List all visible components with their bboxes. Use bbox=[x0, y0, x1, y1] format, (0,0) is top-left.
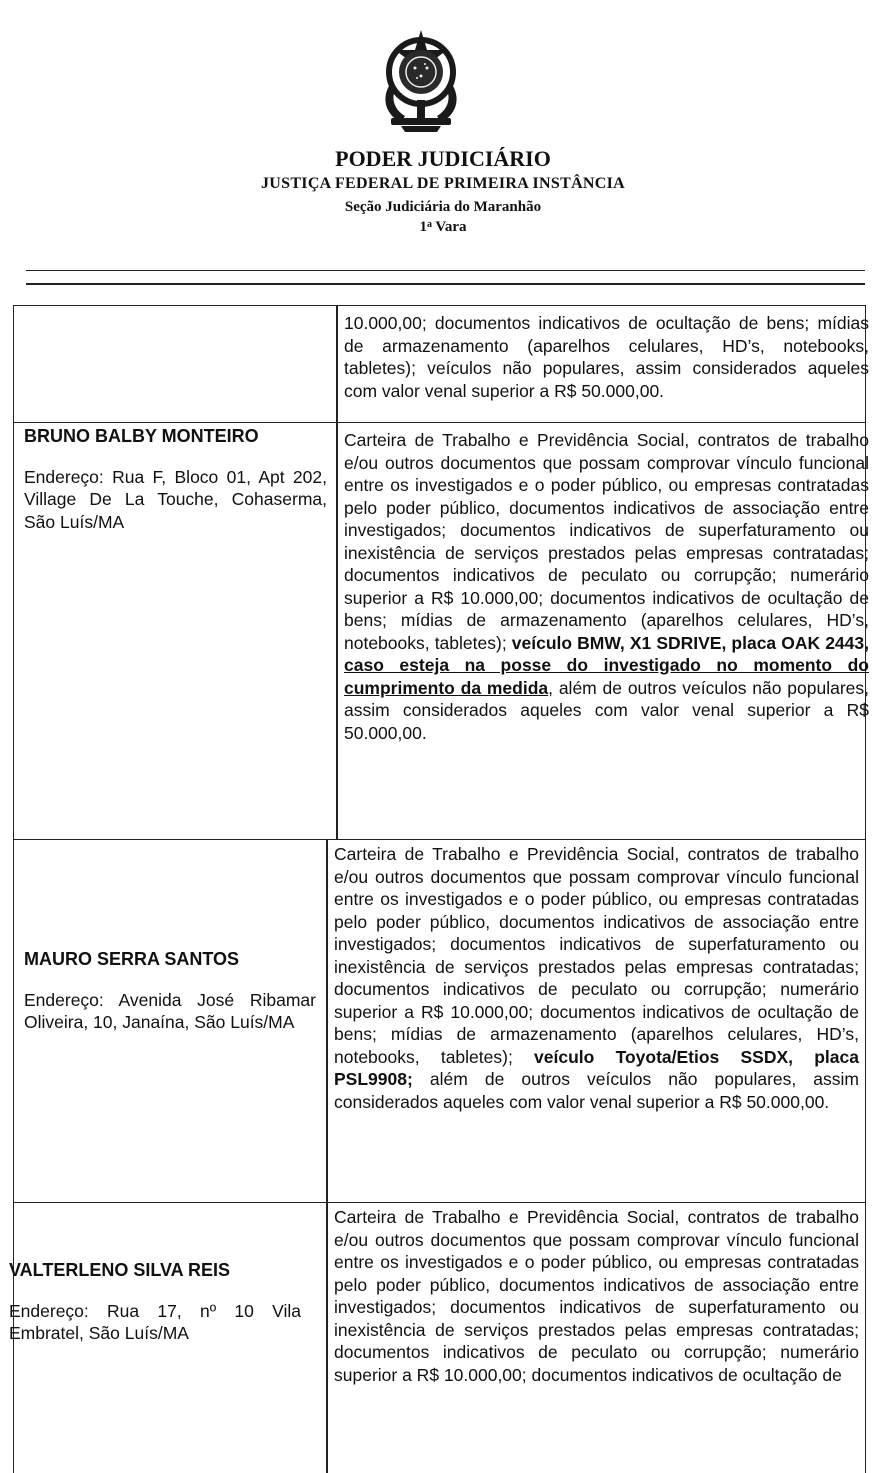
vehicle-text: veículo Toyota/Etios SSDX, placa PSL9908; bbox=[334, 1046, 859, 1089]
items-cell bbox=[334, 843, 859, 1113]
person-address: Endereço: Rua F, Bloco 01, Apt 202, Village De La Touche, Cohaserma, São Luís/MA bbox=[24, 466, 327, 532]
table-row bbox=[9, 1203, 866, 1473]
table-row bbox=[13, 840, 866, 1203]
person-address: Endereço: Avenida José Ribamar Oliveira, 10, Janaína, São Luís/MA bbox=[24, 989, 316, 1032]
items-cell: 10.000,00; documentos indicativos de ocultação de bens; mídias de armazenamento (aparelhos celulares, HD’s, notebooks, tabletes); veículos não populares, assim considerados aqueles com valor venal superior a R$ 50.000,00. bbox=[344, 313, 869, 401]
items-text: Carteira de Trabalho e Previdência Social, contratos de trabalho e/ou outros documentos que possam comprovar vínculo funcional entre os investigados e o poder público, ou empresas contratadas pelo poder público, documentos indicativos de associação entre investigados; documentos indicativos de superfaturamento ou inexistência de serviços prestados pelas empresas contratadas; documentos indicativos de peculato ou corrupção; numerário superior a R$ 10.000,00; documentos indicativos de ocultação de bens; mídias de armazenamento (aparelhos celulares, HD’s, notebooks, tabletes); bbox=[344, 430, 869, 653]
condition-text: caso esteja na posse do investigado no momento do cumprimento da medida bbox=[344, 655, 869, 698]
vehicle-separator: , bbox=[864, 632, 869, 653]
header-subtitle: JUSTIÇA FEDERAL DE PRIMEIRA INSTÂNCIA bbox=[260, 175, 626, 192]
header-vara bbox=[0, 219, 886, 236]
items-cell: Carteira de Trabalho e Previdência Social, contratos de trabalho e/ou outros documentos que possam comprovar vínculo funcional entre os investigados e o poder público, ou empresas contratadas pelo poder público, documentos indicativos de associação entre investigados; documentos indicativos de superfaturamento ou inexistência de serviços prestados pelas empresas contratadas; documentos indicativos de peculato ou corrupção; numerário superior a R$ 10.000,00; documentos indicativos de ocultação de bbox=[334, 1207, 859, 1385]
header-section: Seção Judiciária do Maranhão bbox=[344, 199, 542, 215]
vehicle-text: veículo BMW, X1 SDRIVE, placa OAK 2443 bbox=[511, 632, 865, 653]
person-name: VALTERLENO SILVA REIS bbox=[9, 1260, 231, 1280]
vara-ordinal: a bbox=[426, 219, 432, 230]
items-tail: , além de outros veículos não populares, assim considerados aqueles com valor venal superior a R$ 50.000,00. bbox=[344, 677, 869, 743]
vara-label: Vara bbox=[435, 219, 467, 235]
header-rule-thick bbox=[26, 283, 865, 285]
table-row bbox=[13, 423, 869, 840]
person-cell bbox=[24, 948, 316, 1034]
person-name: BRUNO BALBY MONTEIRO bbox=[24, 426, 259, 446]
items-tail: além de outros veículos não populares, assim considerados aqueles com valor venal superior a R$ 50.000,00. bbox=[334, 1069, 859, 1112]
header-title: PODER JUDICIÁRIO bbox=[335, 146, 551, 171]
coat-of-arms-emblem bbox=[371, 26, 471, 134]
header-rule-thin bbox=[26, 270, 865, 271]
warrant-table bbox=[9, 305, 869, 1473]
vara-number: 1 bbox=[419, 219, 427, 235]
person-cell bbox=[9, 1259, 301, 1345]
person-name: MAURO SERRA SANTOS bbox=[24, 949, 240, 969]
items-cell bbox=[344, 429, 869, 744]
items-text: Carteira de Trabalho e Previdência Social, contratos de trabalho e/ou outros documentos que possam comprovar vínculo funcional entre os investigados e o poder público, ou empresas contratadas pelo poder público, documentos indicativos de associação entre investigados; documentos indicativos de superfaturamento ou inexistência de serviços prestados pelas empresas contratadas; documentos indicativos de peculato ou corrupção; numerário superior a R$ 10.000,00; documentos indicativos de ocultação de bens; mídias de armazenamento (aparelhos celulares, HD’s, notebooks, tabletes); bbox=[334, 844, 859, 1067]
person-cell bbox=[24, 425, 327, 533]
person-address: Endereço: Rua 17, nº 10 Vila Embratel, São Luís/MA bbox=[9, 1300, 301, 1343]
table-row bbox=[13, 306, 869, 423]
